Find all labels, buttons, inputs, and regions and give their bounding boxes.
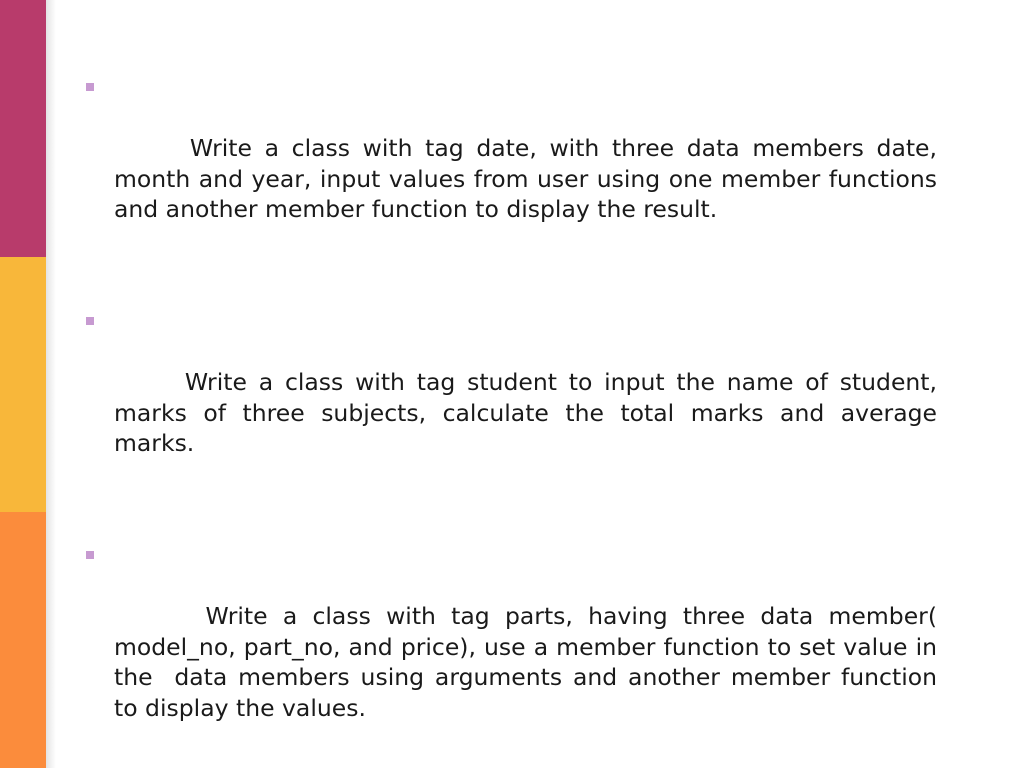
side-bar-segment-orange [0, 512, 46, 768]
square-bullet-icon [86, 83, 94, 91]
side-bar-segment-magenta [0, 0, 46, 257]
bullet-item [86, 540, 945, 754]
side-bar-segment-yellow [0, 257, 46, 512]
bullet-item [86, 306, 945, 489]
side-bar-shadow [46, 0, 56, 768]
bullet-text: Write a class with tag parts, having three data member( model_no, part_no, and price), use a member function to set value in the data members using arguments and another member function to display the values. [114, 602, 945, 722]
bullet-text: Write a class with tag student to input the name of student, marks of three subjects, calculate the total marks and average marks. [114, 368, 945, 457]
bullet-list [86, 72, 945, 768]
bullet-text: Write a class with tag date, with three data members date, month and year, input values from user using one member functions and another member function to display the result. [114, 134, 945, 223]
bullet-item [86, 72, 945, 255]
square-bullet-icon [86, 317, 94, 325]
square-bullet-icon [86, 551, 94, 559]
side-accent-bar [0, 0, 46, 768]
